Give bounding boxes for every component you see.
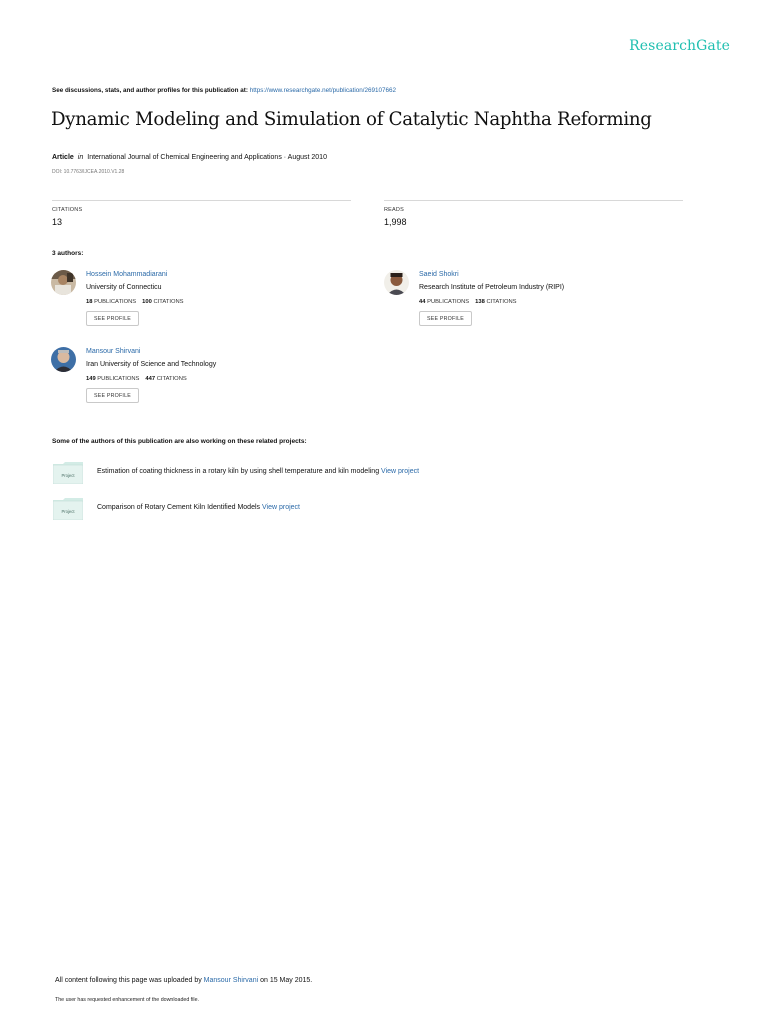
see-profile-button[interactable]: SEE PROFILE (86, 311, 139, 326)
enhancement-note: The user has requested enhancement of the downloaded file. (55, 997, 199, 1003)
citations-label: CITATIONS (52, 207, 83, 213)
citations-count: 138 (475, 299, 485, 305)
project-icon-label: Project (61, 473, 75, 478)
author-card (51, 347, 351, 417)
author-stats (86, 376, 187, 382)
author-card (51, 270, 351, 340)
project-folder-icon (53, 462, 83, 484)
author-stats (86, 299, 184, 305)
upload-suffix: on 15 May 2015. (260, 977, 313, 984)
avatar[interactable] (51, 270, 76, 295)
projects-label: Some of the authors of this publication are also working on these related projects: (52, 438, 307, 445)
citations-count: 447 (145, 376, 156, 382)
project-title: Estimation of coating thickness in a rotary kiln by using shell temperature and kiln modeling (97, 468, 380, 475)
avatar[interactable] (51, 347, 76, 372)
publication-url-link[interactable]: https://www.researchgate.net/publication/269107662 (249, 87, 397, 94)
doi-text: DOI: 10.7763/IJCEA.2010.V1.28 (52, 169, 125, 175)
citations-label: CITATIONS (156, 376, 187, 382)
citations-label: CITATIONS (486, 299, 517, 305)
author-card (384, 270, 684, 340)
journal-name: International Journal of Chemical Engineering and Applications · August 2010 (87, 154, 327, 161)
project-description (97, 468, 419, 475)
uploader-link[interactable]: Mansour Shirvani (203, 977, 259, 984)
researchgate-logo[interactable]: ResearchGate (629, 38, 730, 54)
project-title: Comparison of Rotary Cement Kiln Identified Models (97, 504, 261, 511)
publication-meta (52, 154, 327, 161)
author-name[interactable]: Hossein Mohammadiarani (86, 271, 168, 278)
upload-note (55, 977, 312, 984)
author-affiliation: Research Institute of Petroleum Industry (RIPI) (419, 284, 565, 291)
reads-label: READS (384, 207, 404, 213)
publication-title: Dynamic Modeling and Simulation of Catalytic Naphtha Reforming (51, 109, 652, 130)
view-project-link[interactable]: View project (381, 468, 420, 475)
author-name[interactable]: Mansour Shirvani (86, 348, 141, 355)
author-affiliation: Iran University of Science and Technology (86, 361, 217, 368)
publications-label: PUBLICATIONS (97, 376, 140, 382)
citations-label: CITATIONS (153, 299, 184, 305)
citations-divider (52, 200, 351, 201)
project-description (97, 504, 300, 511)
publications-label: PUBLICATIONS (94, 299, 137, 305)
project-folder-icon (53, 498, 83, 520)
see-profile-button[interactable]: SEE PROFILE (86, 388, 139, 403)
discussion-line (52, 87, 396, 94)
publications-count: 149 (86, 376, 96, 382)
publications-count: 18 (86, 299, 93, 305)
citations-value: 13 (52, 217, 63, 227)
author-name[interactable]: Saeid Shokri (419, 271, 459, 278)
authors-label: 3 authors: (52, 250, 84, 257)
project-icon-label: Project (61, 509, 75, 514)
avatar[interactable] (384, 270, 409, 295)
author-stats (419, 299, 517, 305)
discussion-text: See discussions, stats, and author profiles for this publication at: (52, 87, 248, 94)
citations-count: 100 (142, 299, 152, 305)
see-profile-button[interactable]: SEE PROFILE (419, 311, 472, 326)
publications-label: PUBLICATIONS (427, 299, 470, 305)
publication-type: Article (52, 154, 74, 161)
reads-divider (384, 200, 683, 201)
meta-in: in (77, 154, 84, 161)
publications-count: 44 (419, 299, 426, 305)
view-project-link[interactable]: View project (261, 504, 300, 511)
reads-value: 1,998 (384, 217, 407, 227)
author-affiliation: University of Connecticu (86, 284, 162, 291)
upload-prefix: All content following this page was uploaded by (55, 977, 202, 984)
